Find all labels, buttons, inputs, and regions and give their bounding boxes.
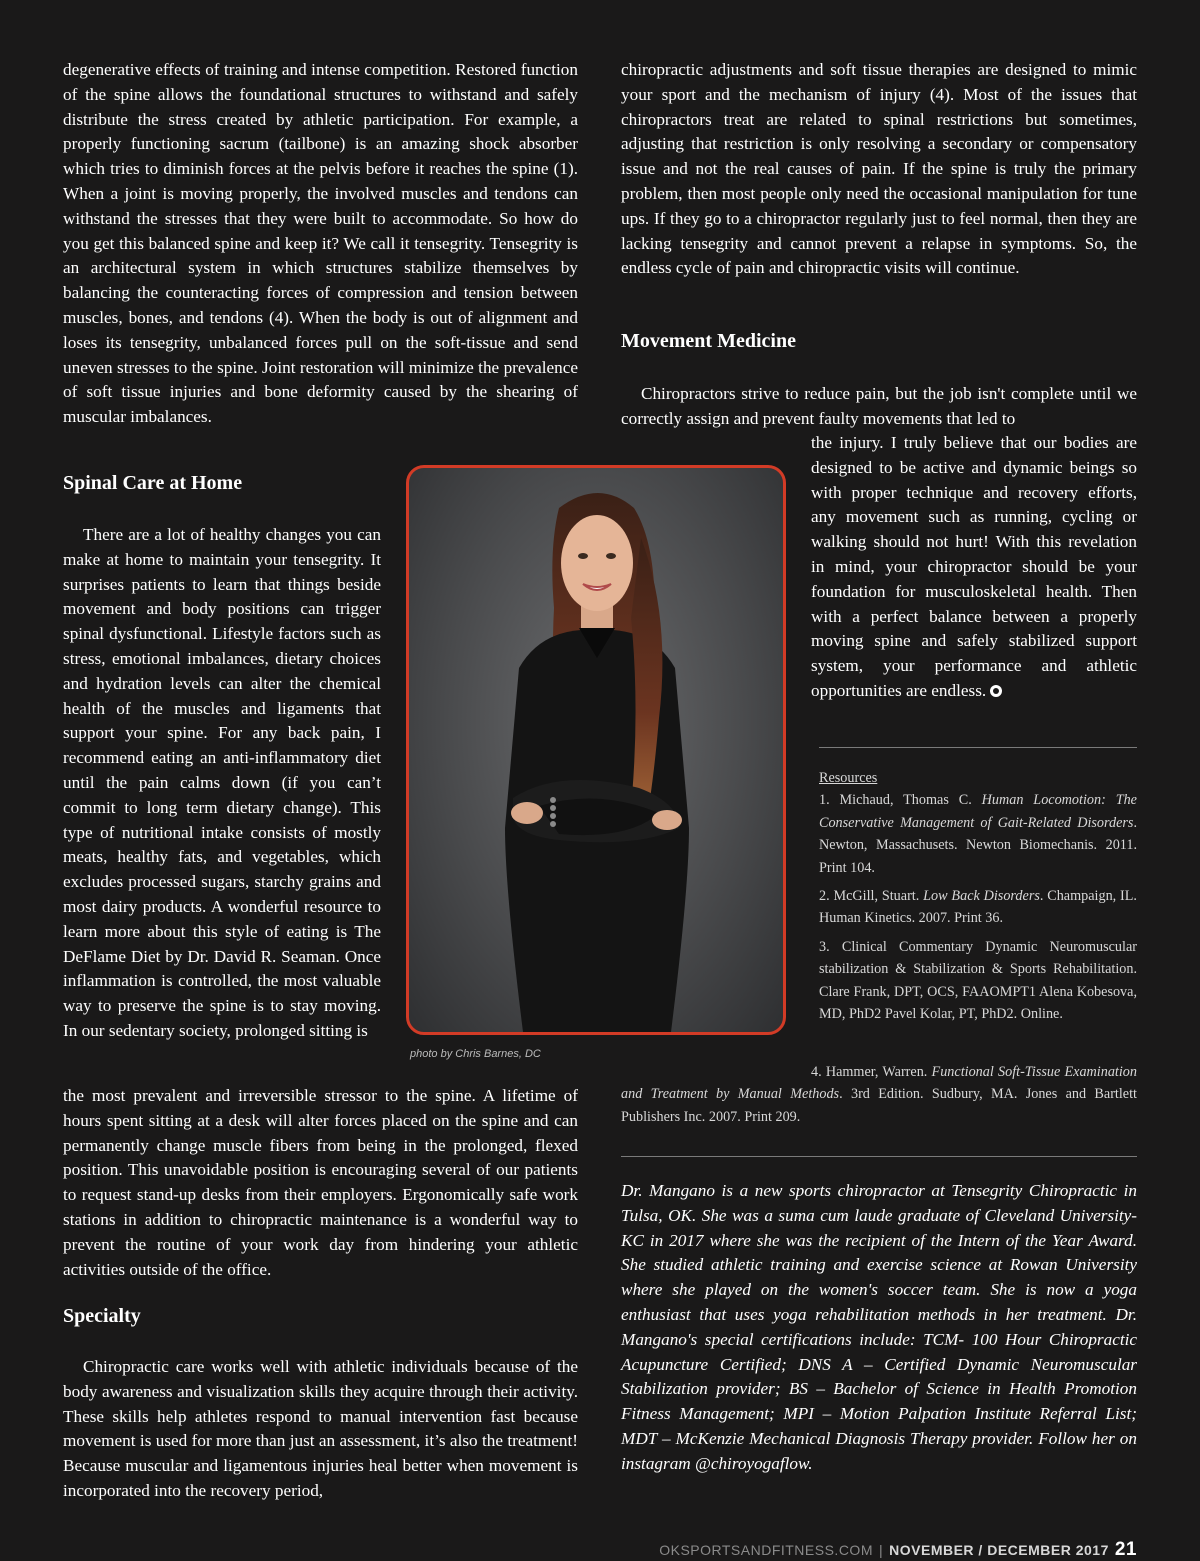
reference-4-title: Functional Soft-Tissue Examination and Treatment by Manual Methods: [621, 1064, 1137, 1103]
resources-block: [819, 767, 1137, 1025]
reference-2: [819, 885, 1137, 930]
specialty-paragraph: Chiropractic care works well with athletic individuals because of the body awareness and visualization skills they acquire through their activity. These skills help athletes respond to manual intervention fast because movement is used for more than just an assessment, it’s also the treatment! Because muscular and ligamentous injuries heal better when movement is incorporated into the recovery period,: [63, 1357, 578, 1500]
reference-1-publisher: . Newton, Massachusets. Newton Biomechanis. 2011. Print 104.: [819, 814, 1137, 876]
reference-2-authors: 2. McGill, Stuart.: [819, 888, 924, 905]
reference-1-title: Human Locomotion: The Conservative Management of Gait-Related Disorders: [819, 792, 1137, 831]
movement-rest-text: the injury. I truly believe that our bodies are designed to be active and dynamic beings so with proper technique and recovery efforts, any movement such as running, cycling or walking should not hurt! With this revelation in mind, your chiropractor should be your foundation for musculoskeletal health. Then with a perfect balance between a properly moving spine and safely stabilized support system, your performance and athletic opportunities are endless.: [811, 433, 1137, 700]
movement-lead-paragraph: Chiropractors strive to reduce pain, but the job isn't complete until we correctly assign and prevent faulty movements that led to: [621, 384, 1137, 428]
footer-issue: NOVEMBER / DECEMBER 2017: [889, 1542, 1109, 1558]
resources-divider: [819, 747, 1137, 748]
end-mark-icon: [990, 685, 1002, 697]
reference-4-publisher: . 3rd Edition. Sudbury, MA. Jones and Bartlett Publishers Inc. 2007. Print 209.: [621, 1086, 1137, 1125]
resources-title: Resources: [819, 770, 878, 786]
spinal-care-continued: the most prevalent and irreversible stressor to the spine. A lifetime of hours spent sitting at a desk will alter forces placed on the spine and can permanently change muscle fibers from being in the prolonged, flexed position. This unavoidable position is encouraging several of our patients to request stand-up desks from their employers. Ergonomically safe work stations in addition to chiropractic maintenance is a wonderful way to prevent the routine of your work day from hindering your athletic activities outside of the office.: [63, 1086, 578, 1279]
intro-paragraph: degenerative effects of training and intense competition. Restored function of the spine allows the foundational structures to withstand and safely distribute the stress created by athletic participation. For example, a properly functioning sacrum (tailbone) is an amazing shock absorber which tries to diminish forces at the pelvis before it reaches the spine (1). When a joint is moving properly, the involved muscles and tendons can withstand the stresses that they were built to accommodate. So how do you get this balanced spine and keep it? We call it tensegrity. Tensegrity is an architectural system in which structures stabilize themselves by balancing the counteracting forces of compression and tension between muscles, bones, and tendons (4). When the body is out of alignment and loses its tensegrity, unbalanced forces pull on the soft-tissue and send uneven stresses to the spine. Joint restoration will minimize the prevalence of soft tissue injuries and bone deformity caused by the shearing of muscular imbalances.: [63, 60, 578, 427]
reference-2-title: Low Back Disorders: [923, 888, 1040, 905]
page-number: 21: [1114, 1539, 1137, 1560]
reference-1: [819, 789, 1137, 879]
photo-caption: photo by Chris Barnes, DC: [410, 1048, 541, 1060]
movement-medicine-heading: Movement Medicine: [621, 330, 796, 352]
footer-separator: |: [879, 1542, 884, 1558]
specialty-heading: Specialty: [63, 1305, 141, 1327]
reference-2-publisher: . Champaign, IL. Human Kinetics. 2007. Print 36.: [819, 888, 1137, 927]
footer-site: OKSPORTSANDFITNESS.COM: [659, 1542, 873, 1558]
spinal-care-heading: Spinal Care at Home: [63, 472, 243, 494]
author-bio: Dr. Mangano is a new sports chiropractor at Tensegrity Chiropractic in Tulsa, OK. She was a suma cum laude graduate of Cleveland University- KC in 2017 where she was the recipient of the Intern of the Year Award. She studied athletic training and exercise science at Rowan University where she played on the women's soccer team. She is now a yoga enthusiast that uses yoga rehabilitation methods in her treatment. Dr. Mangano's special certifications include: TCM- 100 Hour Chiropractic Acupuncture Certified; DNS A – Certified Dynamic Neuromuscular Stabilization provider; BS – Bachelor of Science in Health Promotion Fitness Management; MPI – Motion Palpation Institute Referral List; MDT – McKenzie Mechanical Diagnosis Therapy provider. Follow her on instagram @chiroyogaflow.: [621, 1181, 1137, 1473]
reference-1-authors: 1. Michaud, Thomas C.: [819, 792, 982, 809]
spinal-care-paragraph: There are a lot of healthy changes you can make at home to maintain your tensegrity. It surprises patients to learn that things beside movement and body positions can trigger spinal dysfunctional. Lifestyle factors such as stress, emotional imbalances, dietary choices and hydration levels can alter the chemical health of the muscles and ligaments that support your spine. For any back pain, I recommend eating an anti-inflammatory diet until the pain calms down (if you can’t commit to long term dietary change). This type of nutritional intake consists of mostly meats, healthy fats, and vegetables, which excludes processed sugars, starchy grains and most dairy products. A wonderful resource to learn more about this style of eating is The DeFlame Diet by Dr. David R. Seaman. Once inflammation is controlled, the most valuable way to preserve the spine is to stay moving. In our sedentary society, prolonged sitting is: [63, 525, 381, 1040]
reference-3: 3. Clinical Commentary Dynamic Neuromuscular stabilization & Stabilization & Sports Rehabilitation. Clare Frank, DPT, OCS, FAAOMPT1 Alena Kobesova, MD, PhD2 Pavel Kolar, PT, PhD2. Online.: [819, 938, 1137, 1023]
reference-4: [621, 1061, 1137, 1128]
right-top-paragraph: chiropractic adjustments and soft tissue therapies are designed to mimic your sport and the mechanism of injury (4). Most of the issues that chiropractors treat are related to spinal restrictions but sometimes, adjusting that restriction is only resolving a secondary or compensatory issue and not the real causes of pain. If the spine is truly the primary problem, then most people only need the occasional manipulation for tune ups. If they go to a chiropractor regularly just to feel normal, then they are lacking tensegrity and cannot prevent a relapse in symptoms. So, the endless cycle of pain and chiropractic visits will continue.: [621, 60, 1137, 278]
reference-4-authors: 4. Hammer, Warren.: [811, 1064, 932, 1080]
author-photo: [406, 465, 786, 1035]
bio-divider: [621, 1156, 1137, 1157]
movement-rest-paragraph: [811, 431, 1137, 704]
portrait-illustration: [409, 468, 783, 1032]
